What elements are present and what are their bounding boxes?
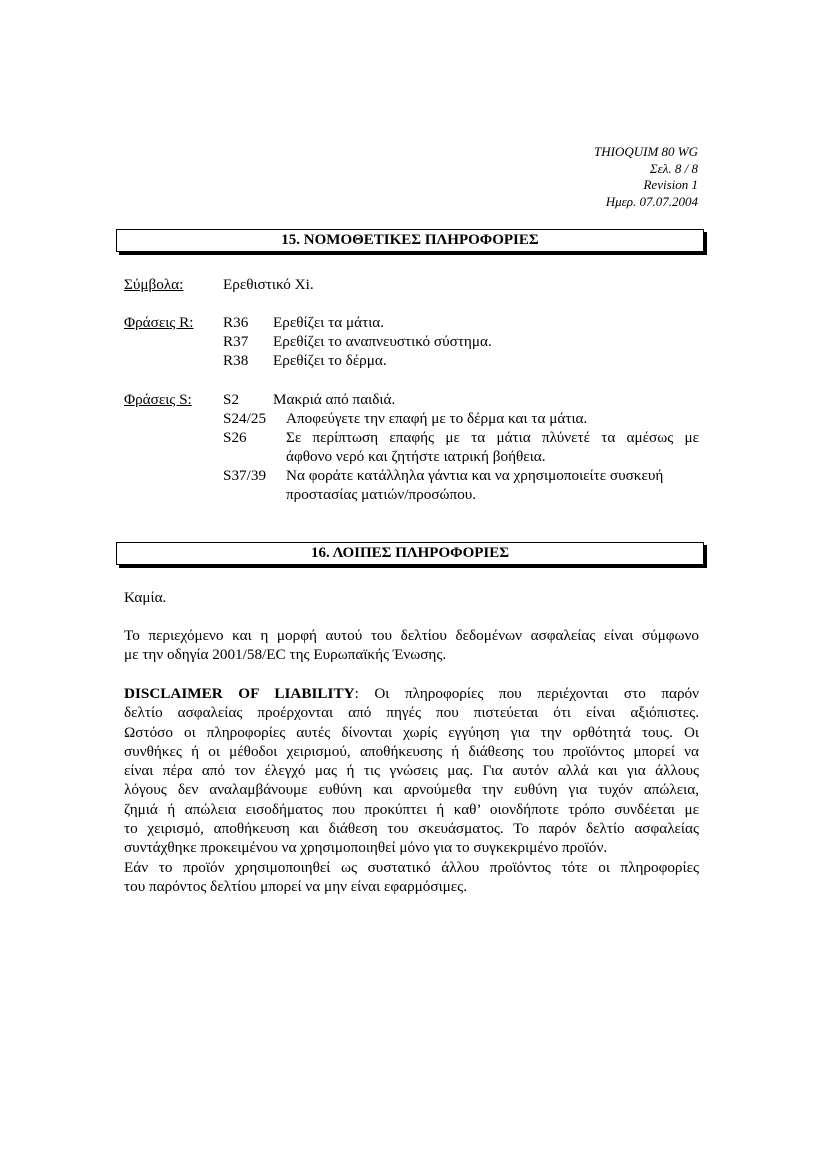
r-phrase-code: R37 <box>223 333 249 350</box>
r-phrases-label: Φράσεις R: <box>124 314 194 331</box>
section-15-title: 15. ΝΟΜΟΘΕΤΙΚΕΣ ΠΛΗΡΟΦΟΡΙΕΣ <box>116 229 704 252</box>
r-phrase-text: Ερεθίζει τα μάτια. <box>273 314 385 331</box>
s-phrase-text: Αποφεύγετε την επαφή με το δέρμα και τα μάτια. <box>286 410 588 427</box>
symbols-value: Ερεθιστικό Xi. <box>223 276 314 293</box>
paragraph-line: Ωστόσο οι πληροφορίες αυτές δίνονται χωρίς εγγύηση για την ορθότητά τους. Οι <box>124 723 699 741</box>
paragraph-line: ζημιά ή απώλεια εισοδήματος που προκύπτει ή καθ’ οιονδήποτε τρόπο συνδέεται με <box>124 800 699 818</box>
paragraph-line: του παρόντος δελτίου μπορεί να μην είναι εφαρμόσιμες. <box>124 877 467 895</box>
paragraph-line: δελτίο ασφαλείας προέρχονται από πηγές που πιστεύεται ότι είναι αξιόπιστες. <box>124 704 699 722</box>
none-text: Καμία. <box>124 589 167 606</box>
s-phrase-text: Σε περίπτωση επαφής με τα μάτια πλύνετέ τα αμέσως με <box>286 429 699 446</box>
s-phrase-code: S2 <box>223 391 240 408</box>
document-date: Ημερ. 07.07.2004 <box>605 193 698 209</box>
s-phrase-text: προστασίας ματιών/προσώπου. <box>286 486 477 503</box>
product-name: THIOQUIM 80 WG <box>594 144 698 159</box>
document-header <box>594 144 698 210</box>
paragraph-line: Το περιεχόμενο και η μορφή αυτού του δελτίου δεδομένων ασφαλείας είναι σύμφωνο <box>124 627 699 644</box>
paragraph-line: με την οδηγία 2001/58/EC της Ευρωπαϊκής Ένωσης. <box>124 646 447 664</box>
s-phrase-text: άφθονο νερό και ζητήστε ιατρική βοήθεια. <box>286 448 546 465</box>
disclaimer-first-text: : Οι πληροφορίες που περιέχονται στο παρόν <box>354 685 700 702</box>
r-phrase-text: Ερεθίζει το αναπνευστικό σύστημα. <box>273 333 492 350</box>
paragraph-line: συντάχθηκε προκειμένου να χρησιμοποιηθεί μόνο για το συγκεκριμένο προϊόν. <box>124 839 608 857</box>
directive-paragraph <box>124 626 699 665</box>
disclaimer-paragraph <box>124 684 699 896</box>
s-phrases-label: Φράσεις S: <box>124 391 192 408</box>
r-phrase-code: R36 <box>223 314 249 331</box>
paragraph-line: είναι πέρα από τον έλεγχό μας ή τις γνώσεις μας. Για αυτόν αλλά και για άλλους <box>124 762 699 780</box>
disclaimer-first-line <box>124 684 699 703</box>
paragraph-line: συνθήκες ή οι μέθοδοι χειρισμού, αποθήκευσης ή διάθεσης του προϊόντος μπορεί να <box>124 742 699 760</box>
page-number: Σελ. 8 / 8 <box>649 160 698 176</box>
section-16-title: 16. ΛΟΙΠΕΣ ΠΛΗΡΟΦΟΡΙΕΣ <box>116 542 704 565</box>
s-phrase-text: Μακριά από παιδιά. <box>273 391 396 408</box>
r-phrase-text: Ερεθίζει το δέρμα. <box>273 352 387 369</box>
s-phrase-code: S24/25 <box>223 410 267 427</box>
symbols-label: Σύμβολα: <box>124 276 184 293</box>
paragraph-line: Εάν το προϊόν χρησιμοποιηθεί ως συστατικό άλλου προϊόντος τότε οι πληροφορίες <box>124 858 699 876</box>
paragraph-line: το χειρισμό, αποθήκευση και διάθεση του σκευάσματος. Το παρόν δελτίο ασφαλείας <box>124 820 699 838</box>
s-phrase-text: Να φοράτε κατάλληλα γάντια και να χρησιμοποιείτε συσκευή <box>286 467 664 484</box>
s-phrase-code: S26 <box>223 429 247 446</box>
disclaimer-heading: DISCLAIMER OF LIABILITY <box>124 685 355 702</box>
r-phrase-code: R38 <box>223 352 249 369</box>
revision: Revision 1 <box>643 177 698 192</box>
s-phrase-code: S37/39 <box>223 467 267 484</box>
paragraph-line: λόγους δεν αναλαμβάνουμε ευθύνη και αρνούμεθα την ευθύνη για τυχόν απώλεια, <box>124 781 699 799</box>
